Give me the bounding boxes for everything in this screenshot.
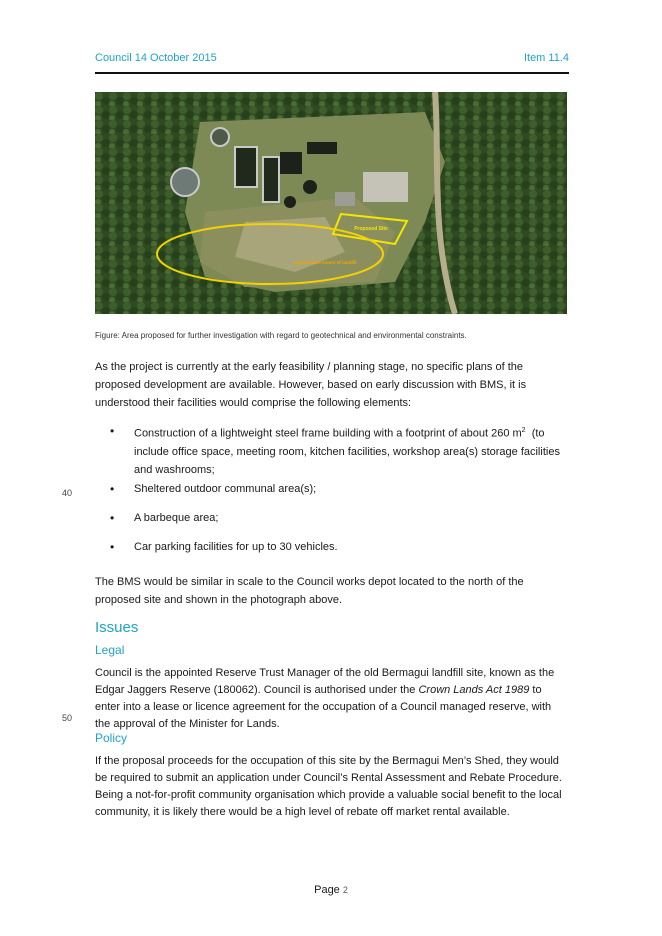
facility-list	[110, 422, 570, 564]
header-item-number: Item 11.4	[523, 52, 569, 64]
list-item	[110, 538, 570, 564]
issues-heading: Issues	[95, 619, 139, 636]
legal-paragraph	[95, 665, 569, 733]
act-name: Crown Lands Act 1989	[418, 684, 530, 696]
header-rule	[95, 72, 569, 74]
legal-heading: Legal	[95, 643, 125, 657]
list-item	[110, 422, 570, 480]
bullet-icon: •	[110, 511, 115, 525]
landfill-extent-label: Approximate extent of landfill	[293, 260, 357, 265]
list-item-text: Construction of a lightweight steel frame building with a footprint of about 260 m	[134, 427, 522, 440]
bullet-icon: •	[110, 482, 115, 496]
header-meeting-date: Council 14 October 2015	[95, 52, 217, 64]
proposed-site-label: Proposed Site	[354, 226, 388, 232]
aerial-photo	[95, 92, 567, 314]
page-footer	[0, 884, 662, 896]
legal-text: Council is the appointed Reserve Trust Manager of the old Bermagui landfill site, known as the Edgar Jaggers Reserve (180062). Council is authorised under the	[95, 667, 555, 696]
list-item-text: A barbeque area;	[134, 512, 219, 524]
scale-paragraph: The BMS would be similar in scale to the Council works depot located to the north of the proposed site and shown in the photograph above.	[95, 576, 524, 606]
list-item-text: Car parking facilities for up to 30 vehicles.	[134, 541, 338, 553]
page-number: 2	[342, 885, 348, 895]
legal-text: to enter into a lease or licence agreement for the occupation of a Council managed reserve, with the approval of the Minister for Lands.	[95, 684, 552, 730]
page-label: Page	[314, 884, 340, 896]
line-number: 40	[62, 488, 73, 498]
policy-heading: Policy	[95, 731, 128, 745]
bullet-icon: •	[110, 540, 115, 554]
page-header	[95, 52, 569, 72]
line-number: 50	[62, 713, 73, 723]
intro-paragraph: As the project is currently at the early feasibility / planning stage, no specific plans of the proposed development are available. However, based on early discussion with BMS, it is understood their facilities would comprise the following elements:	[95, 361, 527, 409]
list-item	[110, 480, 570, 509]
figure-caption: Figure: Area proposed for further investigation with regard to geotechnical and environmental constraints.	[95, 331, 467, 340]
superscript: 2	[521, 427, 526, 434]
list-item-text: Sheltered outdoor communal area(s);	[134, 483, 317, 495]
list-item-text: (to include office space, meeting room, kitchen facilities, workshop area(s) storage facilities and washrooms;	[134, 427, 560, 476]
policy-paragraph: If the proposal proceeds for the occupation of this site by the Bermagui Men’s Shed, they would be required to submit an application under Council’s Rental Assessment and Rebate Procedure. Being a not-for-profit community organisation which provide a valuable social benefit to the local community, it is likely there would be a high level of rebate off market rental available.	[95, 755, 562, 818]
list-item	[110, 509, 570, 538]
bullet-icon: •	[110, 424, 115, 438]
